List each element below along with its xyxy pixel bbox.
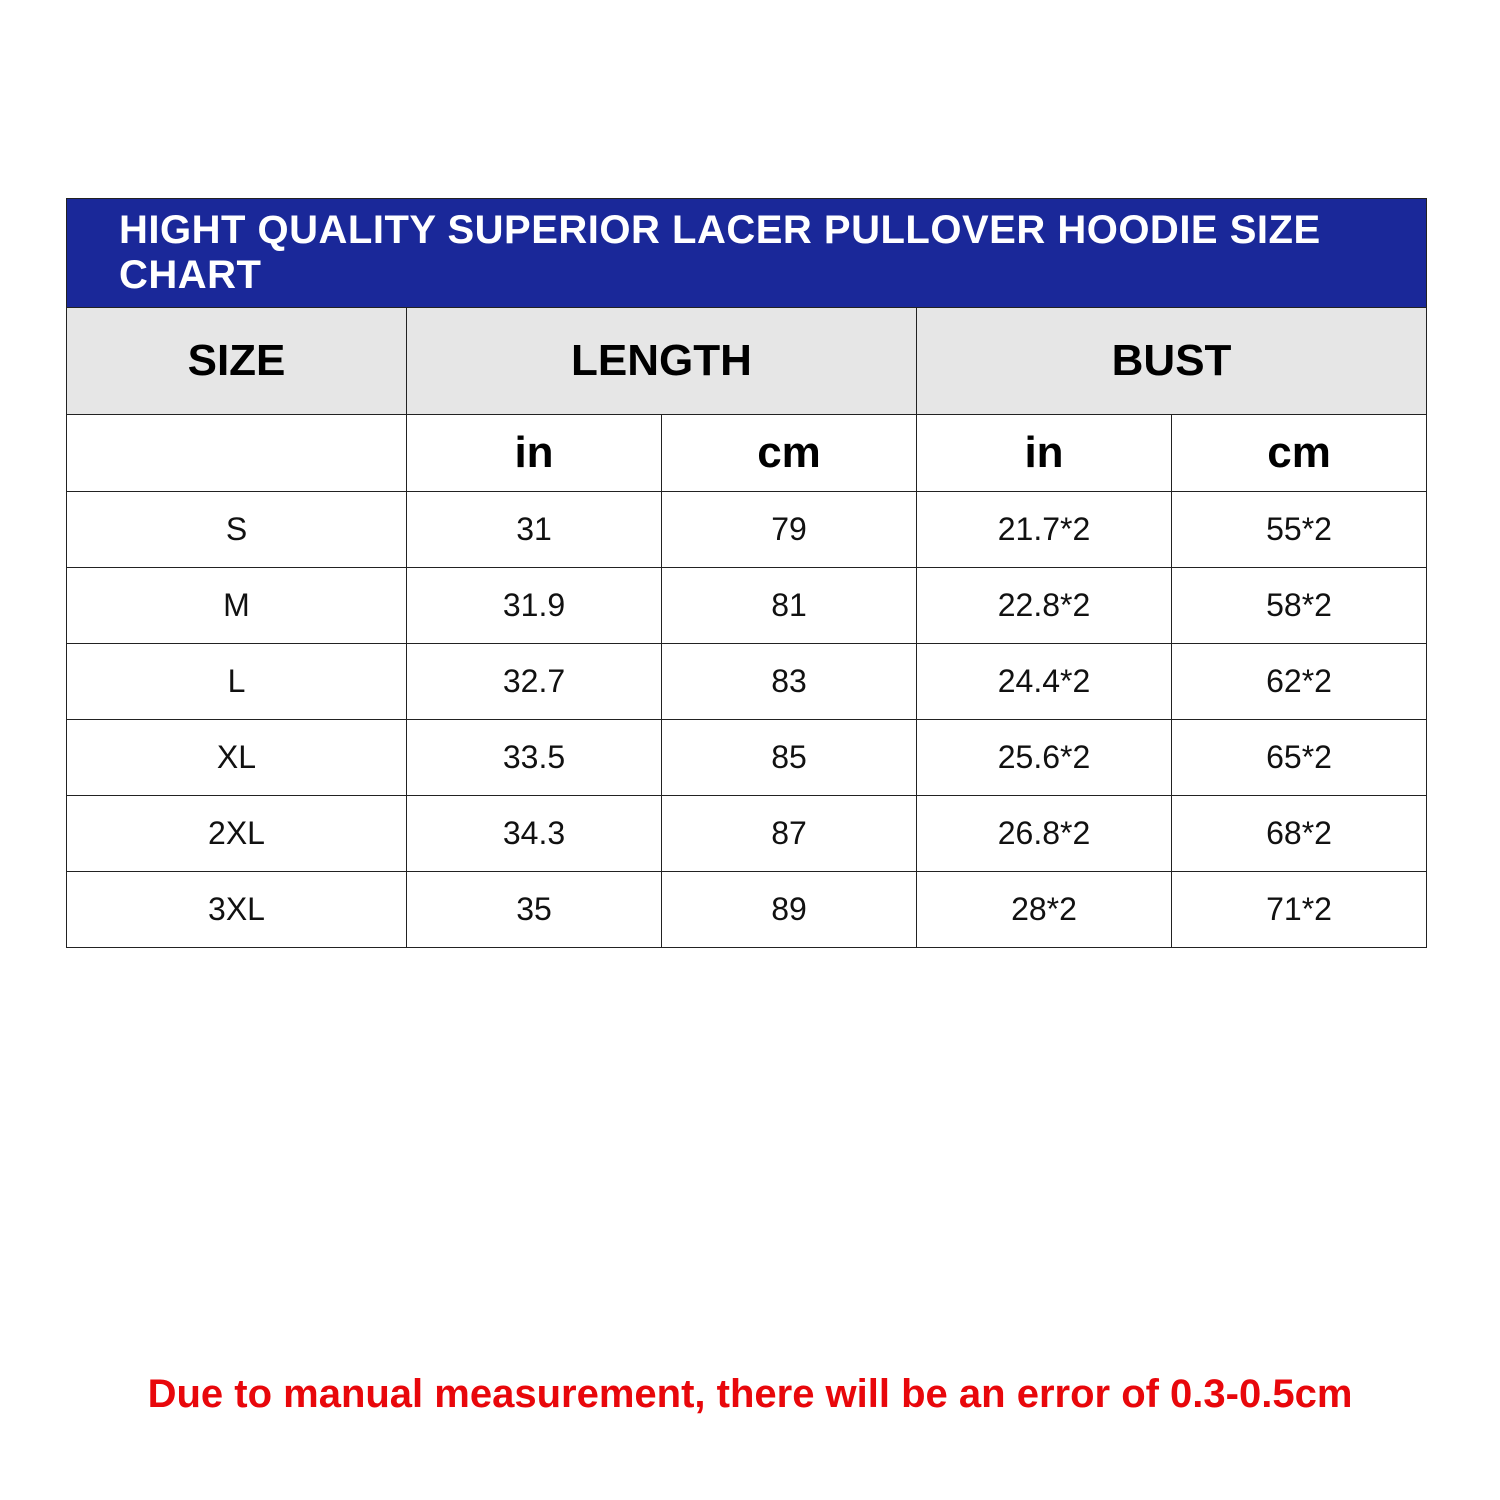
- unit-length-in: in: [407, 415, 662, 492]
- table-row: [67, 720, 1427, 796]
- length-in-cell: 34.3: [407, 796, 662, 872]
- bust-in-cell: 22.8*2: [917, 568, 1172, 644]
- bust-in-cell: 21.7*2: [917, 492, 1172, 568]
- table-row: [67, 568, 1427, 644]
- bust-in-cell: 28*2: [917, 872, 1172, 948]
- size-cell: 3XL: [67, 872, 407, 948]
- length-in-cell: 32.7: [407, 644, 662, 720]
- length-cm-cell: 79: [662, 492, 917, 568]
- unit-length-cm: cm: [662, 415, 917, 492]
- header-size: SIZE: [67, 308, 407, 415]
- header-row: [67, 308, 1427, 415]
- table-row: [67, 872, 1427, 948]
- size-chart-table: [66, 198, 1427, 948]
- bust-cm-cell: 65*2: [1172, 720, 1427, 796]
- table-row: [67, 644, 1427, 720]
- bust-in-cell: 26.8*2: [917, 796, 1172, 872]
- unit-bust-cm: cm: [1172, 415, 1427, 492]
- header-bust: BUST: [917, 308, 1427, 415]
- measurement-note: Due to manual measurement, there will be an error of 0.3-0.5cm: [147, 1372, 1353, 1416]
- table-row: [67, 492, 1427, 568]
- bust-in-cell: 25.6*2: [917, 720, 1172, 796]
- length-in-cell: 31: [407, 492, 662, 568]
- length-cm-cell: 89: [662, 872, 917, 948]
- size-cell: 2XL: [67, 796, 407, 872]
- length-in-cell: 31.9: [407, 568, 662, 644]
- table-row: [67, 796, 1427, 872]
- size-cell: XL: [67, 720, 407, 796]
- bust-cm-cell: 68*2: [1172, 796, 1427, 872]
- length-cm-cell: 85: [662, 720, 917, 796]
- unit-bust-in: in: [917, 415, 1172, 492]
- length-cm-cell: 87: [662, 796, 917, 872]
- title-row: [67, 199, 1427, 308]
- unit-row: [67, 415, 1427, 492]
- unit-blank: [67, 415, 407, 492]
- size-cell: M: [67, 568, 407, 644]
- length-cm-cell: 81: [662, 568, 917, 644]
- bust-cm-cell: 55*2: [1172, 492, 1427, 568]
- bust-cm-cell: 71*2: [1172, 872, 1427, 948]
- chart-title: HIGHT QUALITY SUPERIOR LACER PULLOVER HOODIE SIZE CHART: [67, 199, 1427, 308]
- length-in-cell: 35: [407, 872, 662, 948]
- bust-in-cell: 24.4*2: [917, 644, 1172, 720]
- header-length: LENGTH: [407, 308, 917, 415]
- size-cell: S: [67, 492, 407, 568]
- bust-cm-cell: 62*2: [1172, 644, 1427, 720]
- bust-cm-cell: 58*2: [1172, 568, 1427, 644]
- length-cm-cell: 83: [662, 644, 917, 720]
- length-in-cell: 33.5: [407, 720, 662, 796]
- size-cell: L: [67, 644, 407, 720]
